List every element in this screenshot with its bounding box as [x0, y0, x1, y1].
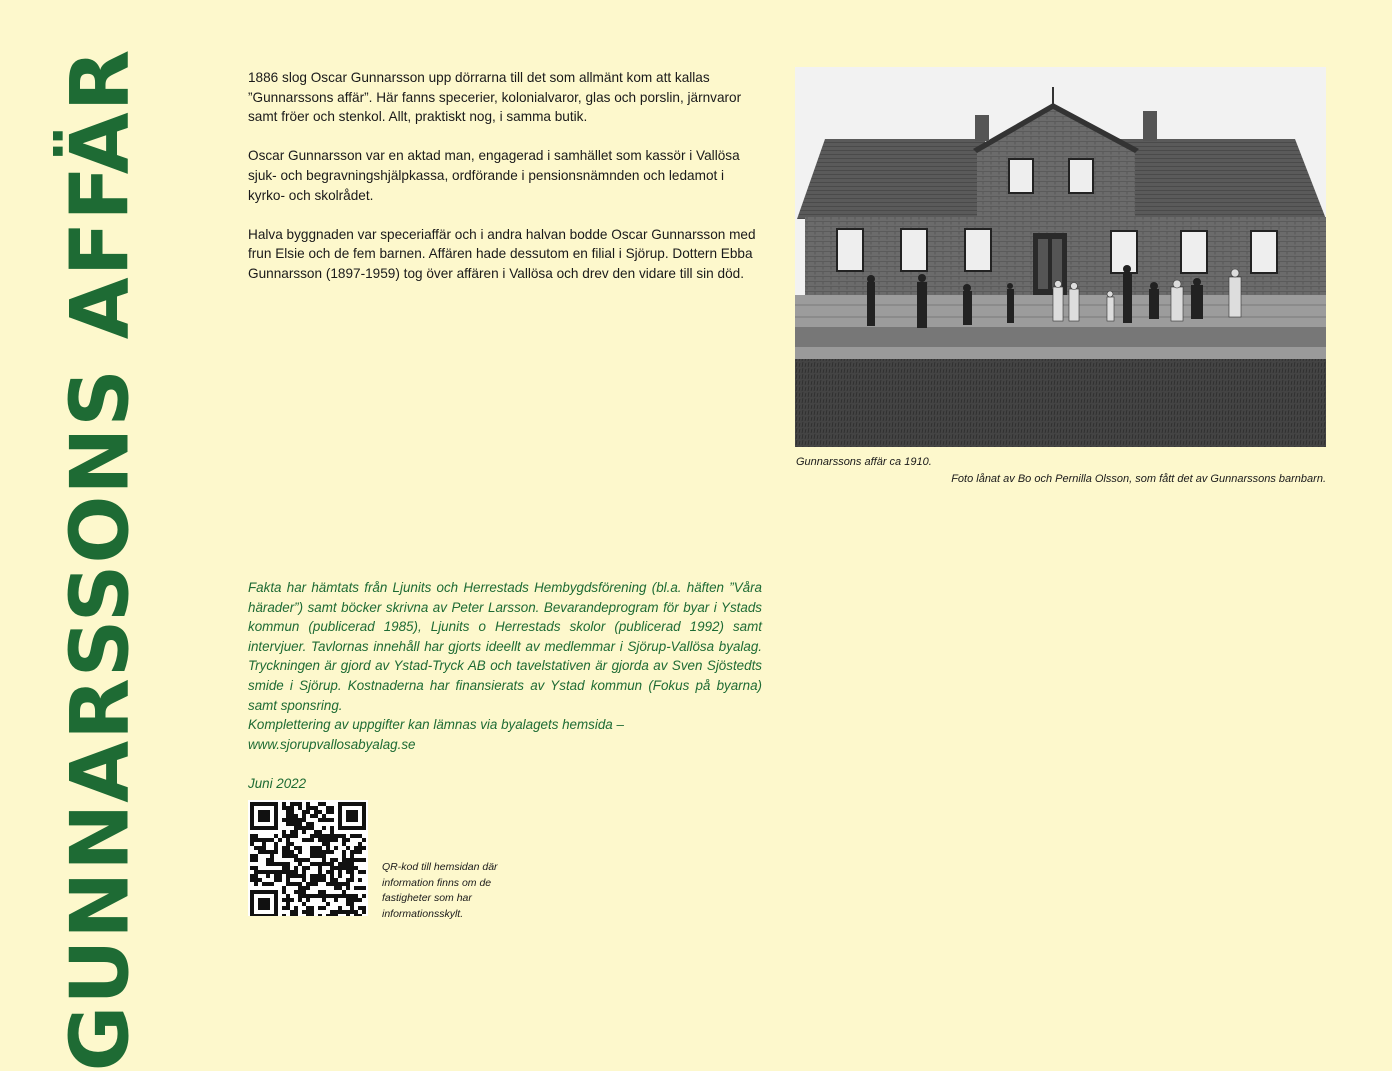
qr-code-image: [248, 800, 368, 916]
sources-date: Juni 2022: [248, 775, 307, 791]
sources-text: Fakta har hämtats från Ljunits och Herrestads Hembygdsförening (bl.a. häften ”Våra härader”) samt böcker skrivna av Peter Larsson. Bevarandeprogram för byar i Ystads kommun (publicerad 1985), Ljunits o Herrestads skolor (publicerad 1992) samt intervjuer. Tavlornas innehåll har gjorts ideellt av medlemmar i Sjörup-Vallösa byalag. Tryckningen är gjord av Ystad-Tryck AB och tavelstativen är gjorda av Sven Sjöstedts smide i Sjörup. Kostnaderna har finansierats av Ystad kommun (Fokus på byarna) samt sponsring.: [248, 580, 762, 713]
paragraph-history: 1886 slog Oscar Gunnarsson upp dörrarna till det som allmänt kom att kallas ”Gunnarssons affär”. Här fanns specerier, kolonialvaror, glas och porslin, järnvaror samt fröer och stenkol. Allt, praktiskt nog, i samma butik.: [248, 70, 742, 125]
paragraph-building: Halva byggnaden var speceriaffär och i andra halvan bodde Oscar Gunnarsson med frun Elsie och de fem barnen. Affären hade dessutom en filial i Sjörup. Dottern Ebba Gunnarsson (1897-1959) tog över affären i Vallösa och drev den vidare till sin död.: [248, 226, 756, 281]
sources-contact: Komplettering av uppgifter kan lämnas via byalagets hemsida – www.sjorupvallosabyalag.se: [248, 717, 624, 752]
photo-caption: Gunnarssons affär ca 1910.: [796, 456, 932, 468]
page-title: GUNNARSSONS AFFÄR: [53, 48, 147, 1071]
paragraph-owner: Oscar Gunnarsson var en aktad man, engagerad i samhället som kassör i Vallösa sjuk- och begravningshjälpkassa, ordförande i pensionsnämnden och ledamot i kyrko- och skolrådet.: [248, 148, 740, 203]
qr-code[interactable]: [248, 800, 368, 916]
page-title-container: [53, 48, 147, 1071]
store-photo: [795, 67, 1326, 447]
body-text: [248, 68, 762, 303]
qr-caption: QR-kod till hemsidan där information finns om de fastigheter som har informationsskylt.: [382, 861, 498, 920]
store-photo-illustration: [795, 67, 1326, 447]
sources-section: [248, 578, 762, 794]
photo-credit: Foto lånat av Bo och Pernilla Olsson, som fått det av Gunnarssons barnbarn.: [951, 473, 1326, 485]
